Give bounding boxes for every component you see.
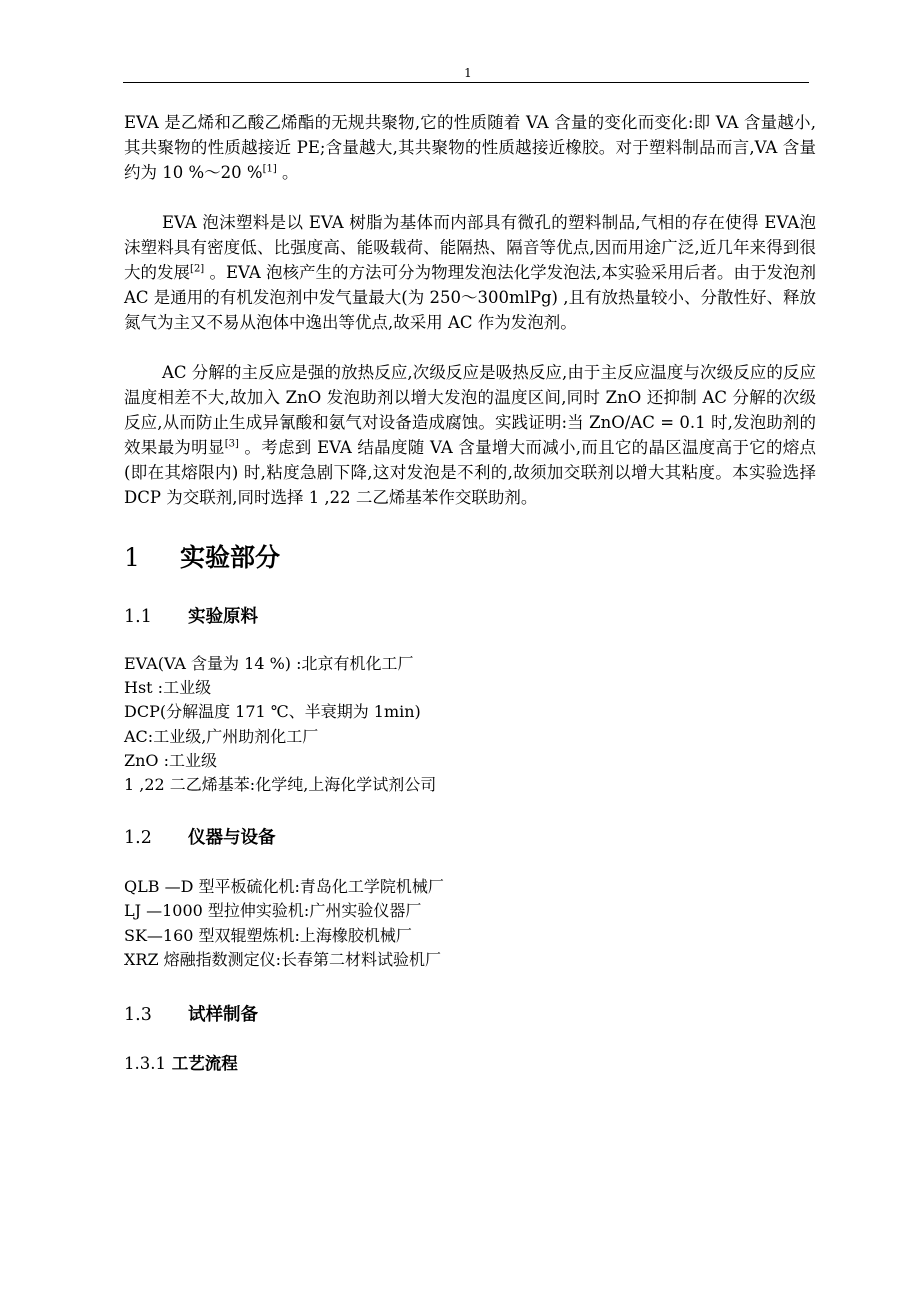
list-item: LJ —1000 型拉伸实验机:广州实验仪器厂 [124,901,422,921]
header-rule [123,82,809,83]
document-body [124,110,816,1076]
text-run: 。EVA 泡核产生的方法可分为物理发泡法化学发泡法,本实验采用后者。由于发泡剂 AC 是通用的有机发泡剂中发气量最大(为 250～300mlPg) ,且有放热量较小、分散性好、释放氮气为主又不易从泡体中逸出等优点,故采用 AC 作为发泡剂。 [124,263,817,332]
list-item: ZnO :工业级 [124,750,218,770]
page-number: 1 [464,66,472,80]
section-heading-1 [124,540,816,576]
list-item: SK—160 型双辊塑炼机:上海橡胶机械厂 [124,925,412,945]
text-run: EVA 泡沫塑料是以 EVA 树脂为基体而内部具有微孔的塑料制品,气相的存在使得 EVA泡沫塑料具有密度低、比强度高、能吸载荷、能隔热、隔音等优点,因而用途广泛,近几年来得到很大的发展 [124,213,816,282]
text-run: 。考虑到 EVA 结晶度随 VA 含量增大而减小,而且它的晶区温度高于它的熔点(即在其熔限内) 时,粘度急剧下降,这对发泡是不利的,故须加交联剂以增大其粘度。本实验选择 DCP 为交联剂,同时选择 1 ,22 二乙烯基苯作交联助剂。 [124,438,817,507]
text-run: AC 分解的主反应是强的放热反应,次级反应是吸热反应,由于主反应温度与次级反应的反应温度相差不大,故加入 ZnO 发泡助剂以增大发泡的温度区间,同时 ZnO 还抑制 AC 分解的次级反应,从而防止生成异氰酸和氨气对设备造成腐蚀。实践证明:当 ZnO/AC = 0.1 时,发泡助剂的效果最为明显 [124,363,816,457]
section-title: 仪器与设备 [188,828,276,849]
section-number: 1.3 [124,1005,152,1026]
section-heading-1-2 [124,825,816,851]
section-heading-1-3 [124,1002,816,1028]
list-item: EVA(VA 含量为 14 %) :北京有机化工厂 [124,654,414,673]
materials-list [124,652,816,797]
section-title: 试样制备 [188,1005,258,1026]
list-item: AC:工业级,广州助剂化工厂 [124,726,319,746]
section-heading-1-1 [124,604,816,630]
paragraph-eva-foam [124,210,816,335]
list-item: QLB —D 型平板硫化机:青岛化工学院机械厂 [124,877,444,897]
citation-1: [1] [262,163,277,175]
section-number: 1.1 [124,607,152,627]
list-item: 1 ,22 二乙烯基苯:化学纯,上海化学试剂公司 [124,775,437,795]
paragraph-ac-decomposition [124,360,816,510]
list-item: XRZ 熔融指数测定仪:长春第二材料试验机厂 [124,949,442,969]
section-title: 实验部分 [180,543,281,572]
citation-3: [3] [224,438,239,450]
section-number: 1.2 [124,828,152,849]
section-number: 1.3.1 [124,1054,166,1074]
text-run: EVA 是乙烯和乙酸乙烯酯的无规共聚物,它的性质随着 VA 含量的变化而变化:即 VA 含量越小,其共聚物的性质越接近 PE;含量越大,其共聚物的性质越接近橡胶。对于塑料制品而言,VA 含量约为 10 %～20 % [124,113,816,182]
section-heading-1-3-1 [124,1052,816,1076]
section-number: 1 [124,543,140,572]
text-run: 。 [276,163,299,182]
list-item: Hst :工业级 [124,678,212,698]
citation-2: [2] [190,263,205,275]
section-title: 工艺流程 [171,1054,238,1074]
list-item: DCP(分解温度 171 ℃、半衰期为 1min) [124,702,421,722]
equipment-list [124,875,816,972]
paragraph-eva-intro [124,110,816,185]
section-title: 实验原料 [188,607,258,627]
